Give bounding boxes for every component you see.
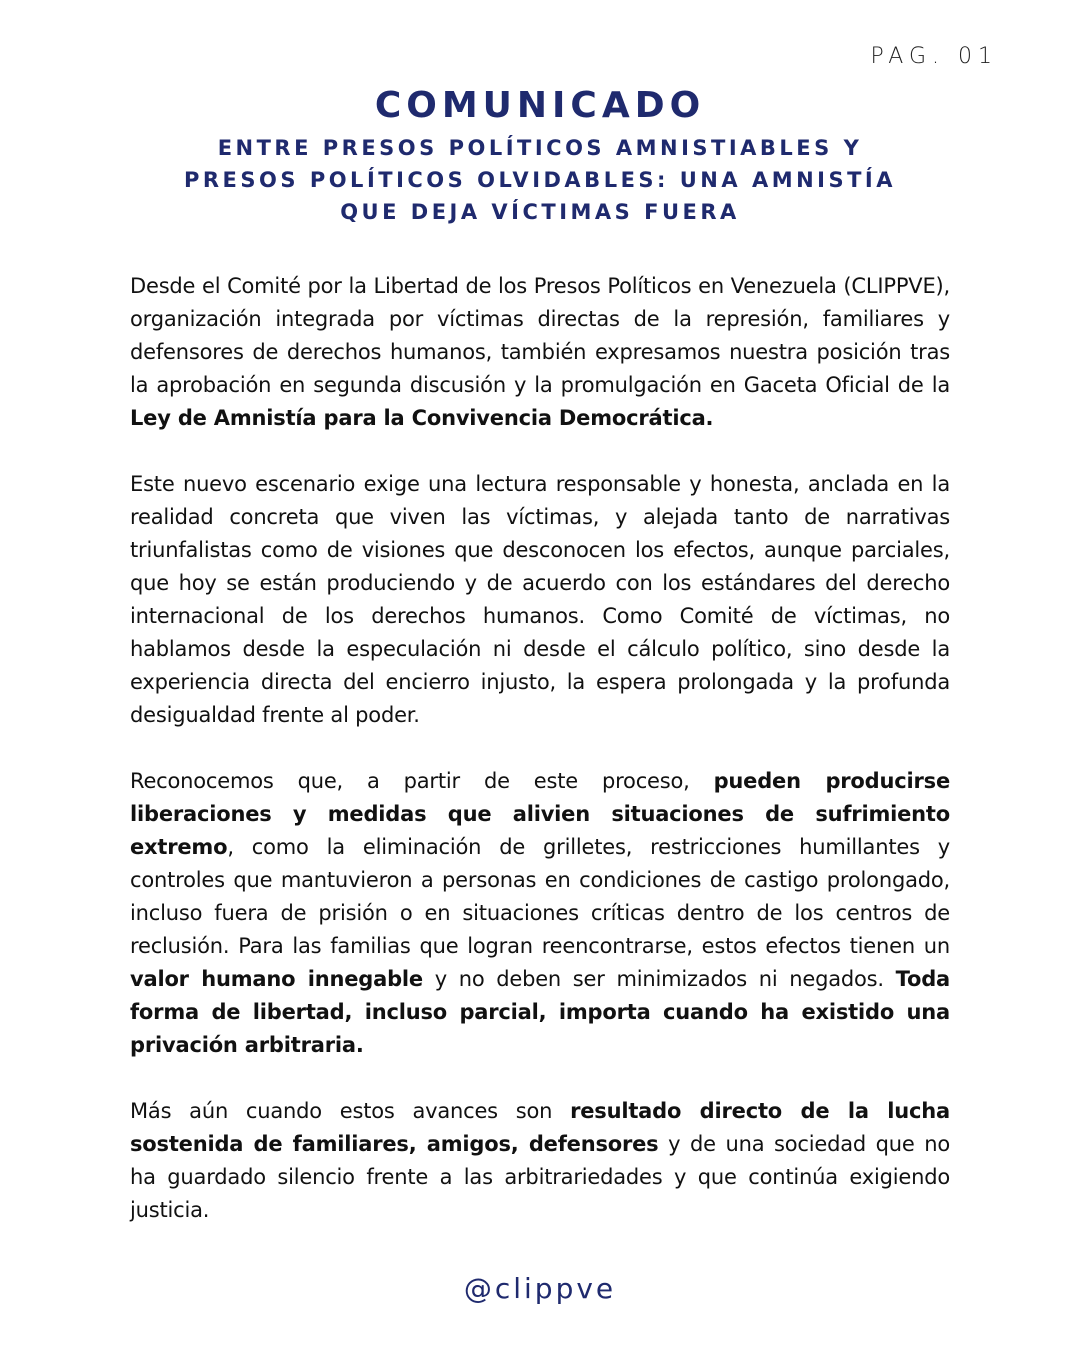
- social-handle: @clippve: [463, 1272, 617, 1305]
- text-segment: , como la eliminación de grilletes, restricciones humillantes y controles que mantuvieron a personas en condiciones de castigo prolongado, incluso fuera de prisión o en situaciones críticas dentro de los centros de reclusión. Para las familias que logran reencontrarse, estos efectos tienen un: [130, 835, 950, 958]
- text-segment: y de una sociedad que no ha guardado silencio frente a las arbitrariedades y que continúa exigiendo justicia.: [130, 1132, 951, 1222]
- bold-text-segment: Ley de Amnistía para la Convivencia Democrática.: [130, 406, 714, 430]
- text-segment: Reconocemos que, a partir de este proceso,: [130, 769, 714, 793]
- text-segment: y no deben ser minimizados ni negados.: [422, 967, 896, 991]
- subtitle-line: PRESOS POLÍTICOS OLVIDABLES: UNA AMNISTÍA: [184, 168, 896, 192]
- document-title: COMUNICADO: [374, 85, 706, 126]
- bold-text-segment: pueden producirse liberaciones y medidas que alivien situaciones de sufrimiento extremo: [130, 769, 950, 859]
- paragraph-struggle: [130, 1095, 950, 1227]
- bold-text-segment: Toda forma de libertad, incluso parcial, importa cuando ha existido una privación arbitraria.: [130, 967, 950, 1057]
- text-segment: Este nuevo escenario exige una lectura responsable y honesta, anclada en la realidad concreta que viven las víctimas, y alejada tanto de narrativas triunfalistas como de visiones que desconocen los efectos, aunque parciales, que hoy se están produciendo y de acuerdo con los estándares del derecho internacional de los derechos humanos. Como Comité de víctimas, no hablamos desde la especulación ni desde el cálculo político, sino desde la experiencia directa del encierro injusto, la espera prolongada y la profunda desigualdad frente al poder.: [130, 472, 950, 727]
- subtitle-line: ENTRE PRESOS POLÍTICOS AMNISTIABLES Y: [217, 136, 863, 160]
- bold-text-segment: valor humano innegable: [130, 967, 423, 991]
- document-body: [130, 270, 950, 1260]
- text-segment: Desde el Comité por la Libertad de los Presos Políticos en Venezuela (CLIPPVE), organización integrada por víctimas directas de la represión, familiares y defensores de derechos humanos, también expresamos nuestra posición tras la aprobación en segunda discusión y la promulgación en Gaceta Oficial de la: [130, 274, 950, 397]
- text-segment: Más aún cuando estos avances son: [130, 1099, 571, 1123]
- paragraph-recognition: [130, 765, 950, 1062]
- paragraph-context: [130, 468, 950, 732]
- page-number: PAG. 01: [870, 44, 998, 69]
- bold-text-segment: resultado directo de la lucha sostenida de familiares, amigos, defensores: [130, 1099, 950, 1156]
- subtitle-line: QUE DEJA VÍCTIMAS FUERA: [340, 200, 740, 224]
- document-header: [0, 84, 1080, 228]
- document-subtitle: [160, 132, 920, 228]
- paragraph-intro: [130, 270, 950, 435]
